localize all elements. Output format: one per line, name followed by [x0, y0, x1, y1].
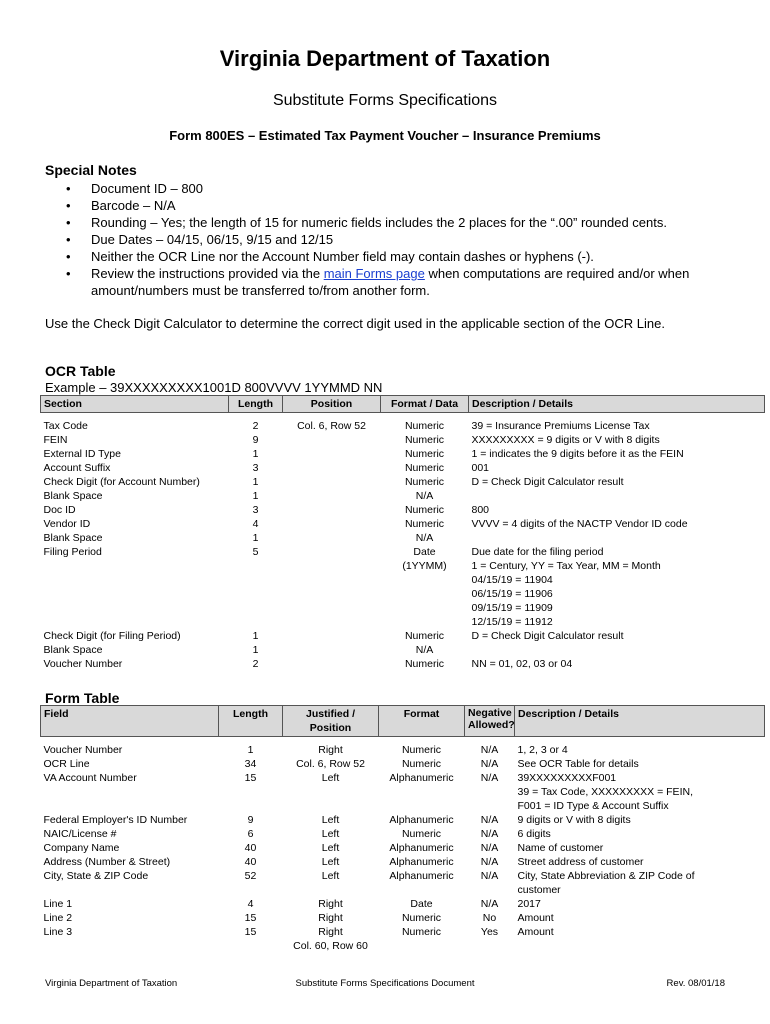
cell-length: 15: [244, 772, 257, 784]
col-header-negative-allowed: Negative Allowed?: [465, 706, 515, 737]
cell-justified: [283, 785, 379, 799]
cell-section: Voucher Number: [43, 658, 123, 670]
cell-negative: Yes: [480, 926, 499, 938]
cell-length: [229, 559, 283, 573]
note-item: • Barcode – N/A: [66, 197, 746, 214]
cell-format: Alphanumeric: [389, 856, 454, 868]
ocr-table-row: [41, 601, 765, 615]
special-notes-list: [66, 180, 746, 299]
form-table-row: [41, 855, 765, 869]
form-table-body: [41, 737, 765, 954]
review-text-after: when computations are required and/or when amount/numbers must be transferred to/from another form.: [91, 266, 690, 298]
form-table-row: [41, 827, 765, 841]
cell-format: Numeric: [404, 462, 445, 474]
cell-position: Col. 6, Row 52: [297, 420, 366, 432]
cell-length: 2: [252, 420, 259, 432]
cell-section: Blank Space: [43, 532, 103, 544]
ocr-table-row: [41, 517, 765, 531]
cell-length: [229, 615, 283, 629]
cell-justified: Right: [318, 898, 343, 910]
cell-desc: Name of customer: [517, 842, 604, 854]
cell-format: Numeric: [401, 744, 442, 756]
ocr-table-row: [41, 559, 765, 573]
form-table-row: [41, 813, 765, 827]
ocr-table-row: [41, 657, 765, 671]
cell-section: [41, 587, 229, 601]
cell-section: Check Digit (for Account Number): [43, 476, 200, 488]
footer-right: Rev. 08/01/18: [666, 978, 725, 989]
form-title: Form 800ES – Estimated Tax Payment Voucher – Insurance Premiums: [169, 128, 601, 143]
page-subtitle: Substitute Forms Specifications: [272, 92, 498, 109]
ocr-table-row: [41, 531, 765, 545]
cell-length: [229, 573, 283, 587]
cell-length: 4: [247, 898, 254, 910]
cell-desc: 09/15/19 = 11909: [471, 602, 553, 614]
form-table-header-row: [41, 706, 765, 737]
col-header-format: Format: [379, 706, 465, 737]
cell-format: Numeric: [401, 912, 442, 924]
cell-length: 6: [247, 828, 254, 840]
cell-field: Address (Number & Street): [43, 856, 171, 868]
cell-position: [283, 433, 381, 447]
cell-negative: N/A: [480, 744, 499, 756]
cell-desc: 1 = Century, YY = Tax Year, MM = Month: [471, 560, 661, 572]
cell-desc: Due date for the filing period: [471, 546, 604, 558]
form-table: [40, 705, 765, 953]
cell-desc: 06/15/19 = 11906: [471, 588, 553, 600]
col-header-length: Length: [229, 396, 283, 413]
cell-field: Line 1: [43, 898, 73, 910]
ocr-table-row: [41, 475, 765, 489]
ocr-table-row: [41, 447, 765, 461]
cell-length: 1: [252, 476, 259, 488]
note-item: • Rounding – Yes; the length of 15 for numeric fields includes the 2 places for the “.00” rounded cents.: [66, 214, 746, 231]
cell-justified: Right: [318, 926, 343, 938]
cell-field: Line 2: [43, 912, 73, 924]
cell-negative: N/A: [480, 814, 499, 826]
cell-justified: [283, 883, 379, 897]
cell-length: 1: [252, 644, 259, 656]
cell-format: [381, 615, 469, 629]
cell-format: Numeric: [401, 828, 442, 840]
form-table-row: [41, 785, 765, 799]
cell-length: 34: [244, 758, 257, 770]
col-header-section: Section: [41, 396, 229, 413]
cell-justified: [283, 799, 379, 813]
cell-length: [229, 587, 283, 601]
cell-desc: [469, 531, 765, 545]
col-header-field: Field: [41, 706, 219, 737]
col-header-justified: Justified / Position: [283, 706, 379, 737]
ocr-table: [40, 395, 765, 671]
cell-negative: N/A: [480, 898, 499, 910]
cell-length: 40: [244, 842, 257, 854]
note-item: • Due Dates – 04/15, 06/15, 9/15 and 12/15: [66, 231, 746, 248]
cell-format: Numeric: [404, 658, 445, 670]
cell-desc: VVVV = 4 digits of the NACTP Vendor ID code: [471, 518, 688, 530]
cell-desc: 1 = indicates the 9 digits before it as the FEIN: [471, 448, 684, 460]
cell-section: External ID Type: [43, 448, 121, 460]
cell-position: [283, 517, 381, 531]
cell-format: Alphanumeric: [389, 814, 454, 826]
cell-justified: Left: [321, 842, 340, 854]
cell-position: [283, 629, 381, 643]
cell-section: Tax Code: [43, 420, 88, 432]
cell-desc: F001 = ID Type & Account Suffix: [517, 800, 669, 812]
cell-desc: [469, 643, 765, 657]
cell-length: 9: [252, 434, 259, 446]
ocr-table-row: [41, 461, 765, 475]
ocr-table-row: [41, 545, 765, 559]
cell-length: 3: [252, 504, 259, 516]
cell-position: [283, 601, 381, 615]
cell-length: [229, 601, 283, 615]
form-table-row: [41, 737, 765, 758]
cell-position: [283, 503, 381, 517]
cell-negative: No: [482, 912, 497, 924]
cell-desc: 39 = Insurance Premiums License Tax: [471, 420, 650, 432]
ocr-example: Example – 39XXXXXXXXX1001D 800VVVV 1YYMMD NN: [45, 380, 383, 395]
cell-negative: [465, 799, 515, 813]
ocr-table-row: [41, 413, 765, 434]
cell-desc: 6 digits: [517, 828, 551, 840]
cell-length: [219, 939, 283, 953]
cell-section: [41, 615, 229, 629]
cell-format: Numeric: [401, 758, 442, 770]
cell-field: [41, 939, 219, 953]
cell-field: Voucher Number: [43, 744, 123, 756]
cell-format: Alphanumeric: [389, 870, 454, 882]
ocr-table-row: [41, 433, 765, 447]
cell-length: 9: [247, 814, 254, 826]
cell-position: [283, 489, 381, 503]
cell-position: [283, 587, 381, 601]
cell-field: [41, 785, 219, 799]
ocr-table-row: [41, 503, 765, 517]
cell-negative: N/A: [480, 870, 499, 882]
cell-section: Filing Period: [43, 546, 102, 558]
cell-section: Vendor ID: [43, 518, 91, 530]
note-item-review: [66, 265, 746, 299]
main-forms-page-link[interactable]: main Forms page: [323, 266, 425, 281]
form-table-row: [41, 883, 765, 897]
form-table-row: [41, 925, 765, 939]
cell-desc: D = Check Digit Calculator result: [471, 476, 624, 488]
cell-justified: Col. 6, Row 52: [296, 758, 365, 770]
cell-desc: City, State Abbreviation & ZIP Code of: [517, 870, 695, 882]
cell-length: 5: [252, 546, 259, 558]
col-header-description: Description / Details: [469, 396, 765, 413]
form-table-row: [41, 799, 765, 813]
cell-format: N/A: [415, 644, 434, 656]
cell-position: [283, 559, 381, 573]
cell-length: 4: [252, 518, 259, 530]
cell-field: OCR Line: [43, 758, 90, 770]
cell-negative: N/A: [480, 772, 499, 784]
cell-desc: 1, 2, 3 or 4: [517, 744, 568, 756]
cell-desc: [515, 939, 765, 953]
form-table-row: [41, 911, 765, 925]
note-item: • Neither the OCR Line nor the Account Number field may contain dashes or hyphens (-).: [66, 248, 746, 265]
cell-format: Alphanumeric: [389, 842, 454, 854]
cell-justified: Right: [318, 912, 343, 924]
cell-desc: 12/15/19 = 11912: [471, 616, 553, 628]
cell-justified: Left: [321, 856, 340, 868]
ocr-table-row: [41, 615, 765, 629]
cell-length: 1: [252, 448, 259, 460]
cell-format: Alphanumeric: [389, 772, 454, 784]
cell-position: [283, 475, 381, 489]
cell-negative: [465, 939, 515, 953]
cell-format: Numeric: [404, 420, 445, 432]
cell-position: [283, 531, 381, 545]
cell-desc: 9 digits or V with 8 digits: [517, 814, 631, 826]
cell-desc: 800: [471, 504, 490, 516]
cell-position: [283, 615, 381, 629]
cell-length: 1: [247, 744, 254, 756]
cell-position: [283, 447, 381, 461]
cell-justified: Right: [318, 744, 343, 756]
cell-section: [41, 573, 229, 587]
form-table-row: [41, 939, 765, 953]
cell-length: 1: [252, 630, 259, 642]
cell-desc: [469, 489, 765, 503]
cell-format: [381, 573, 469, 587]
ocr-table-row: [41, 573, 765, 587]
cell-length: 3: [252, 462, 259, 474]
cell-desc: Amount: [517, 926, 554, 938]
cell-length: 1: [252, 490, 259, 502]
col-header-description: Description / Details: [515, 706, 765, 737]
cell-desc: Amount: [517, 912, 554, 924]
cell-field: VA Account Number: [43, 772, 137, 784]
cell-length: [219, 799, 283, 813]
cell-justified: Left: [321, 828, 340, 840]
col-header-length: Length: [219, 706, 283, 737]
cell-position: [283, 643, 381, 657]
cell-field: Line 3: [43, 926, 73, 938]
cell-format: [381, 587, 469, 601]
footer-left: Virginia Department of Taxation: [45, 978, 178, 989]
cell-negative: [465, 883, 515, 897]
cell-format: [379, 785, 465, 799]
cell-section: Doc ID: [43, 504, 76, 516]
cell-justified: Col. 60, Row 60: [293, 940, 368, 952]
cell-length: 1: [252, 532, 259, 544]
cell-section: Check Digit (for Filing Period): [43, 630, 181, 642]
ocr-table-body: [41, 413, 765, 672]
cell-format: [379, 939, 465, 953]
cell-format: [379, 799, 465, 813]
cell-justified: Left: [321, 814, 340, 826]
cell-format: Numeric: [404, 630, 445, 642]
cell-section: FEIN: [43, 434, 68, 446]
review-text-before: Review the instructions provided via the: [91, 266, 324, 281]
special-notes-heading: Special Notes: [45, 162, 137, 178]
cell-position: [283, 657, 381, 671]
ocr-table-heading: OCR Table: [45, 363, 116, 379]
col-header-format: Format / Data: [381, 396, 469, 413]
cell-field: [41, 799, 219, 813]
form-table-row: [41, 757, 765, 771]
cell-section: [41, 601, 229, 615]
cell-desc: 001: [471, 462, 490, 474]
cell-length: 15: [244, 912, 257, 924]
cell-desc: customer: [517, 884, 561, 896]
cell-format: Numeric: [404, 448, 445, 460]
cell-format: Date: [410, 898, 433, 910]
ocr-table-row: [41, 587, 765, 601]
form-table-row: [41, 869, 765, 883]
ocr-table-row: [41, 629, 765, 643]
footer-center: Substitute Forms Specifications Document: [295, 978, 475, 989]
cell-desc: See OCR Table for details: [517, 758, 639, 770]
ocr-table-row: [41, 489, 765, 503]
cell-format: [381, 601, 469, 615]
cell-desc: 39 = Tax Code, XXXXXXXXX = FEIN,: [517, 786, 693, 798]
cell-section: [41, 559, 229, 573]
cell-desc: 2017: [517, 898, 541, 910]
cell-field: [41, 883, 219, 897]
cell-format: Numeric: [404, 504, 445, 516]
cell-length: 15: [244, 926, 257, 938]
form-table-heading: Form Table: [45, 690, 120, 706]
cell-format: Numeric: [404, 476, 445, 488]
cell-negative: N/A: [480, 828, 499, 840]
cell-format: N/A: [415, 532, 434, 544]
cell-desc: D = Check Digit Calculator result: [471, 630, 624, 642]
cell-negative: [465, 785, 515, 799]
cell-justified: Left: [321, 772, 340, 784]
cell-format: [379, 883, 465, 897]
cell-section: Blank Space: [43, 490, 103, 502]
ocr-table-header-row: [41, 396, 765, 413]
cell-format: Numeric: [404, 434, 445, 446]
cell-format: N/A: [415, 490, 434, 502]
cell-position: [283, 461, 381, 475]
note-item: • Document ID – 800: [66, 180, 746, 197]
cell-negative: N/A: [480, 842, 499, 854]
cell-length: 40: [244, 856, 257, 868]
form-table-row: [41, 897, 765, 911]
form-table-row: [41, 771, 765, 785]
cell-format: Date: [413, 546, 436, 558]
cell-desc: XXXXXXXXX = 9 digits or V with 8 digits: [471, 434, 660, 446]
cell-desc: Street address of customer: [517, 856, 644, 868]
cell-justified: Left: [321, 870, 340, 882]
page-title: Virginia Department of Taxation: [219, 46, 551, 71]
cell-field: Company Name: [43, 842, 120, 854]
cell-format: Numeric: [401, 926, 442, 938]
cell-length: [219, 785, 283, 799]
cell-section: Account Suffix: [43, 462, 111, 474]
cell-length: 52: [244, 870, 257, 882]
cell-length: [219, 883, 283, 897]
check-digit-instructions: Use the Check Digit Calculator to determine the correct digit used in the applicable section of the OCR Line.: [45, 316, 665, 331]
cell-desc: 39XXXXXXXXXF001: [517, 772, 617, 784]
cell-desc: 04/15/19 = 11904: [471, 574, 553, 586]
cell-field: Federal Employer's ID Number: [43, 814, 188, 826]
cell-field: City, State & ZIP Code: [43, 870, 149, 882]
cell-negative: N/A: [480, 758, 499, 770]
cell-section: Blank Space: [43, 644, 103, 656]
ocr-table-row: [41, 643, 765, 657]
cell-format: Numeric: [404, 518, 445, 530]
col-header-position: Position: [283, 396, 381, 413]
form-table-row: [41, 841, 765, 855]
cell-length: 2: [252, 658, 259, 670]
cell-field: NAIC/License #: [43, 828, 117, 840]
cell-position: [283, 573, 381, 587]
cell-position: [283, 545, 381, 559]
cell-format: (1YYMM): [402, 560, 447, 572]
cell-negative: N/A: [480, 856, 499, 868]
cell-desc: NN = 01, 02, 03 or 04: [471, 658, 573, 670]
